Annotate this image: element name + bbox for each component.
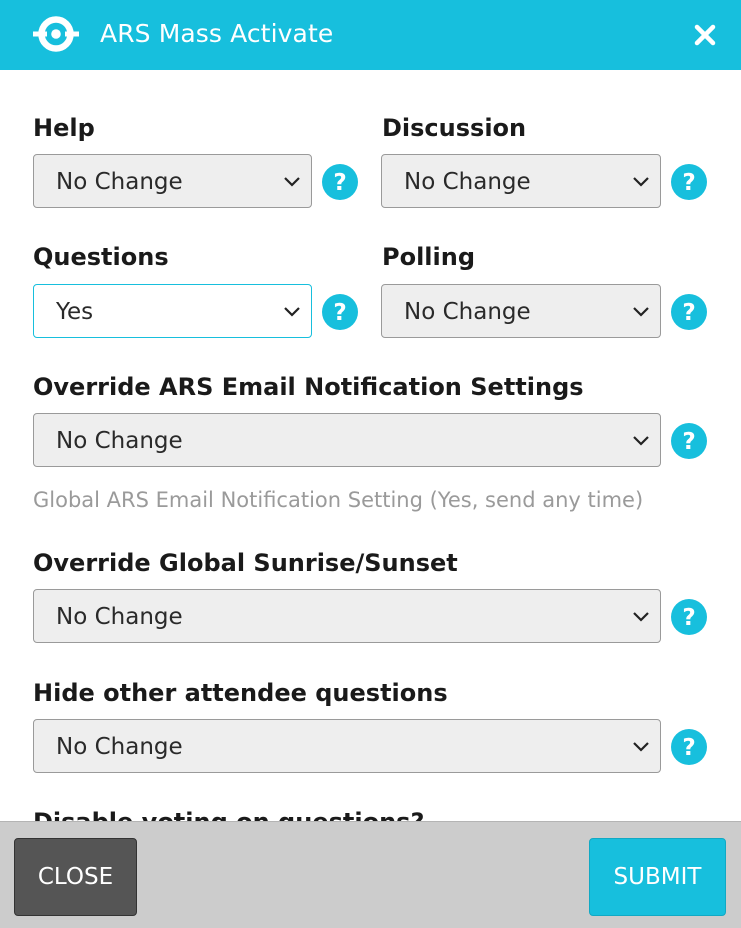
chevron-down-icon bbox=[632, 174, 650, 188]
close-icon[interactable] bbox=[690, 20, 720, 50]
email-global-setting-hint: Global ARS Email Notification Setting (Yes, send any time) bbox=[33, 488, 644, 512]
chevron-down-icon bbox=[283, 304, 301, 318]
sunrise-override-select[interactable] bbox=[33, 589, 661, 643]
polling-label: Polling bbox=[382, 243, 476, 271]
help-question-icon[interactable] bbox=[322, 164, 358, 200]
help-question-icon[interactable] bbox=[671, 294, 707, 330]
hide-questions-label: Hide other attendee questions bbox=[33, 679, 448, 707]
help-question-icon[interactable] bbox=[322, 294, 358, 330]
chevron-down-icon bbox=[632, 433, 650, 447]
questions-label: Questions bbox=[33, 243, 169, 271]
dialog-title: ARS Mass Activate bbox=[100, 19, 334, 48]
email-override-select[interactable] bbox=[33, 413, 661, 467]
chevron-down-icon bbox=[632, 609, 650, 623]
dialog-footer bbox=[0, 821, 741, 928]
hide-questions-select-value: No Change bbox=[56, 734, 183, 760]
help-select[interactable] bbox=[33, 154, 312, 208]
chevron-down-icon bbox=[283, 174, 301, 188]
ars-logo-icon bbox=[33, 12, 79, 56]
svg-text:?: ? bbox=[682, 170, 696, 196]
svg-text:?: ? bbox=[682, 429, 696, 455]
questions-select[interactable] bbox=[33, 284, 312, 338]
dialog-header bbox=[0, 0, 741, 70]
email-override-select-value: No Change bbox=[56, 428, 183, 454]
questions-select-value: Yes bbox=[56, 299, 94, 325]
chevron-down-icon bbox=[632, 304, 650, 318]
dialog-body bbox=[0, 70, 741, 821]
hide-questions-select[interactable] bbox=[33, 719, 661, 773]
help-label: Help bbox=[33, 114, 95, 142]
svg-text:?: ? bbox=[333, 300, 347, 326]
sunrise-override-select-value: No Change bbox=[56, 604, 183, 630]
svg-text:?: ? bbox=[682, 605, 696, 631]
close-button[interactable]: CLOSE bbox=[14, 838, 137, 916]
polling-select-value: No Change bbox=[404, 299, 531, 325]
submit-button[interactable]: SUBMIT bbox=[589, 838, 726, 916]
discussion-label: Discussion bbox=[382, 114, 527, 142]
discussion-select[interactable] bbox=[381, 154, 661, 208]
help-question-icon[interactable] bbox=[671, 164, 707, 200]
help-question-icon[interactable] bbox=[671, 423, 707, 459]
svg-text:?: ? bbox=[682, 735, 696, 761]
polling-select[interactable] bbox=[381, 284, 661, 338]
help-question-icon[interactable] bbox=[671, 729, 707, 765]
help-select-value: No Change bbox=[56, 169, 183, 195]
svg-text:?: ? bbox=[333, 170, 347, 196]
sunrise-override-label: Override Global Sunrise/Sunset bbox=[33, 549, 458, 577]
email-override-label: Override ARS Email Notification Settings bbox=[33, 373, 584, 401]
help-question-icon[interactable] bbox=[671, 599, 707, 635]
chevron-down-icon bbox=[632, 739, 650, 753]
discussion-select-value: No Change bbox=[404, 169, 531, 195]
svg-text:?: ? bbox=[682, 300, 696, 326]
